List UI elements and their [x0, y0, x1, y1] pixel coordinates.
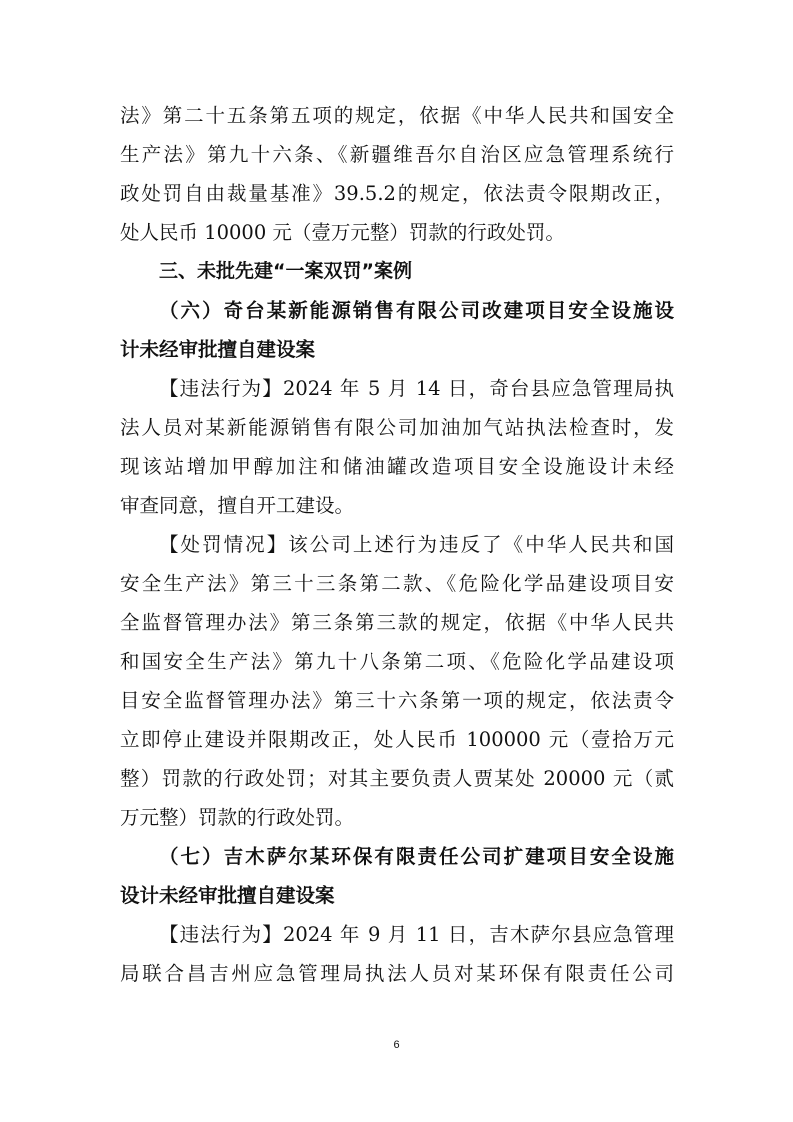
case-title-line: 计未经审批擅自建设案 — [120, 338, 316, 361]
paragraph-line: 【处罚情况】该公司上述行为违反了《中华人民共和国 — [159, 533, 674, 556]
paragraph-line: 政处罚自由裁量基准》39.5.2的规定，依法责令限期改正， — [120, 182, 674, 205]
paragraph-line: 【违法行为】2024 年 9 月 11 日，吉木萨尔县应急管理 — [159, 923, 674, 946]
paragraph-line: 安全生产法》第三十三条第二款、《危险化学品建设项目安 — [120, 572, 674, 595]
paragraph-line: 现该站增加甲醇加注和储油罐改造项目安全设施设计未经 — [120, 455, 674, 478]
paragraph-line: 和国安全生产法》第九十八条第二项、《危险化学品建设项 — [120, 650, 674, 673]
paragraph-line: 生产法》第九十六条、《新疆维吾尔自治区应急管理系统行 — [120, 143, 674, 166]
paragraph-line: 目安全监督管理办法》第三十六条第一项的规定，依法责令 — [120, 689, 674, 712]
paragraph-line: 全监督管理办法》第三条第三款的规定，依据《中华人民共 — [120, 611, 674, 634]
paragraph-line: 局联合昌吉州应急管理局执法人员对某环保有限责任公司 — [120, 962, 674, 985]
paragraph-line: 审查同意，擅自开工建设。 — [120, 494, 355, 517]
paragraph-line: 处人民币 10000 元（壹万元整）罚款的行政处罚。 — [120, 221, 565, 244]
case-title-line: 设计未经审批擅自建设案 — [120, 884, 335, 907]
document-body — [120, 96, 674, 993]
case-title-line: （六）奇台某新能源销售有限公司改建项目安全设施设 — [159, 299, 674, 322]
section-heading: 三、未批先建“一案双罚”案例 — [159, 260, 412, 282]
page-number: 6 — [393, 1039, 400, 1051]
paragraph-line: 立即停止建设并限期改正，处人民币 100000 元（壹拾万元 — [120, 728, 674, 751]
paragraph-line: 整）罚款的行政处罚；对其主要负责人贾某处 20000 元（贰 — [120, 767, 674, 790]
paragraph-line: 法人员对某新能源销售有限公司加油加气站执法检查时，发 — [120, 416, 674, 439]
paragraph-line: 法》第二十五条第五项的规定，依据《中华人民共和国安全 — [120, 104, 674, 127]
case-title-line: （七）吉木萨尔某环保有限责任公司扩建项目安全设施 — [159, 845, 674, 868]
paragraph-line: 【违法行为】2024 年 5 月 14 日，奇台县应急管理局执 — [159, 377, 674, 400]
paragraph-line: 万元整）罚款的行政处罚。 — [120, 806, 355, 829]
